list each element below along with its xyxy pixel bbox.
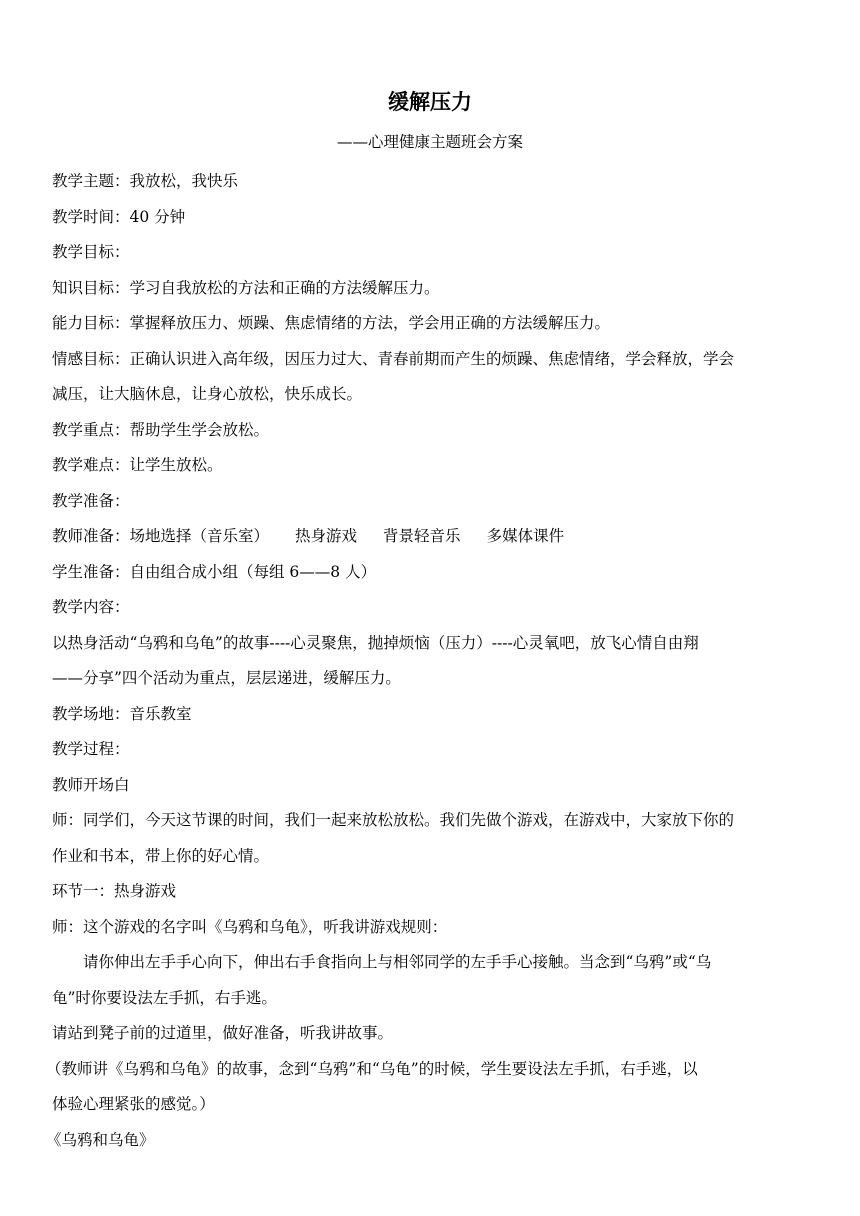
paragraph-preparation-heading: 教学准备： bbox=[52, 491, 130, 510]
teacher-prep-label: 教师准备： bbox=[52, 527, 130, 545]
paragraph-ability-objective: 能力目标：掌握释放压力、烦躁、焦虑情绪的方法，学会用正确的方法缓解压力。 bbox=[52, 314, 611, 332]
paragraph-emotion-objective-line2: 减压，让大脑休息，让身心放松，快乐成长。 bbox=[52, 385, 363, 403]
paragraph-content-line2: ——分享”四个活动为重点，层层递进，缓解压力。 bbox=[52, 669, 401, 687]
paragraph-rules-line1: 请你伸出左手手心向下，伸出右手食指向上与相邻同学的左手手心接触。当念到“乌鸦”或“乌 bbox=[83, 953, 712, 971]
teacher-prep-item: 背景轻音乐 bbox=[383, 527, 461, 545]
paragraph-opening-heading: 教师开场白 bbox=[52, 775, 130, 794]
document-body bbox=[46, 164, 810, 1158]
paragraph-rules-line2: 龟”时你要设法左手抓，右手逃。 bbox=[52, 988, 277, 1007]
paragraph-game-intro: 师：这个游戏的名字叫《乌鸦和乌龟》，听我讲游戏规则： bbox=[52, 917, 448, 936]
paragraph-venue: 教学场地：音乐教室 bbox=[52, 704, 192, 723]
paragraph-get-ready: 请站到凳子前的过道里，做好准备，听我讲故事。 bbox=[52, 1024, 394, 1042]
paragraph-content-heading: 教学内容： bbox=[52, 598, 130, 616]
paragraph-process-heading: 教学过程： bbox=[52, 740, 130, 758]
teacher-prep-item: 多媒体课件 bbox=[486, 527, 565, 545]
paragraph-key-point: 教学重点：帮助学生学会放松。 bbox=[52, 420, 270, 439]
document-title: 缓解压力 bbox=[388, 90, 472, 114]
paragraph-difficulty: 教学难点：让学生放松。 bbox=[52, 456, 223, 474]
paragraph-section-one-heading: 环节一：热身游戏 bbox=[52, 882, 177, 900]
teacher-prep-item: 场地选择（音乐室） bbox=[129, 527, 270, 545]
paragraph-story-note-line2: 体验心理紧张的感觉。） bbox=[52, 1095, 215, 1113]
paragraph-student-preparation: 学生准备：自由组合成小组（每组 6——8 人） bbox=[52, 562, 377, 581]
paragraph-objectives-heading: 教学目标： bbox=[52, 243, 130, 261]
paragraph-teacher-preparation bbox=[52, 519, 810, 555]
paragraph-duration: 教学时间：40 分钟 bbox=[52, 207, 186, 226]
paragraph-story-note-line1: （教师讲《乌鸦和乌龟》的故事，念到“乌鸦”和“乌龟”的时候，学生要设法左手抓，右手逃，以 bbox=[46, 1059, 698, 1078]
paragraph-knowledge-objective: 知识目标：学习自我放松的方法和正确的方法缓解压力。 bbox=[52, 278, 440, 297]
paragraph-opening-line2: 作业和书本，带上你的好心情。 bbox=[52, 846, 270, 865]
paragraph-story-title: 《乌鸦和乌龟》 bbox=[46, 1130, 155, 1149]
paragraph-emotion-objective-line1: 情感目标：正确认识进入高年级，因压力过大、青春前期而产生的烦躁、焦虑情绪，学会释放，学会 bbox=[52, 349, 735, 368]
document-subtitle: ——心理健康主题班会方案 bbox=[336, 133, 523, 151]
paragraph-content-line1: 以热身活动“乌鸦和乌龟”的故事----心灵聚焦，抛掉烦恼（压力）----心灵氧吧，放飞心情自由翔 bbox=[52, 633, 699, 652]
teacher-prep-item: 热身游戏 bbox=[295, 527, 358, 545]
paragraph-opening-line1: 师：同学们，今天这节课的时间，我们一起来放松放松。我们先做个游戏，在游戏中，大家放下你的 bbox=[52, 811, 735, 829]
paragraph-theme: 教学主题：我放松，我快乐 bbox=[52, 172, 239, 190]
